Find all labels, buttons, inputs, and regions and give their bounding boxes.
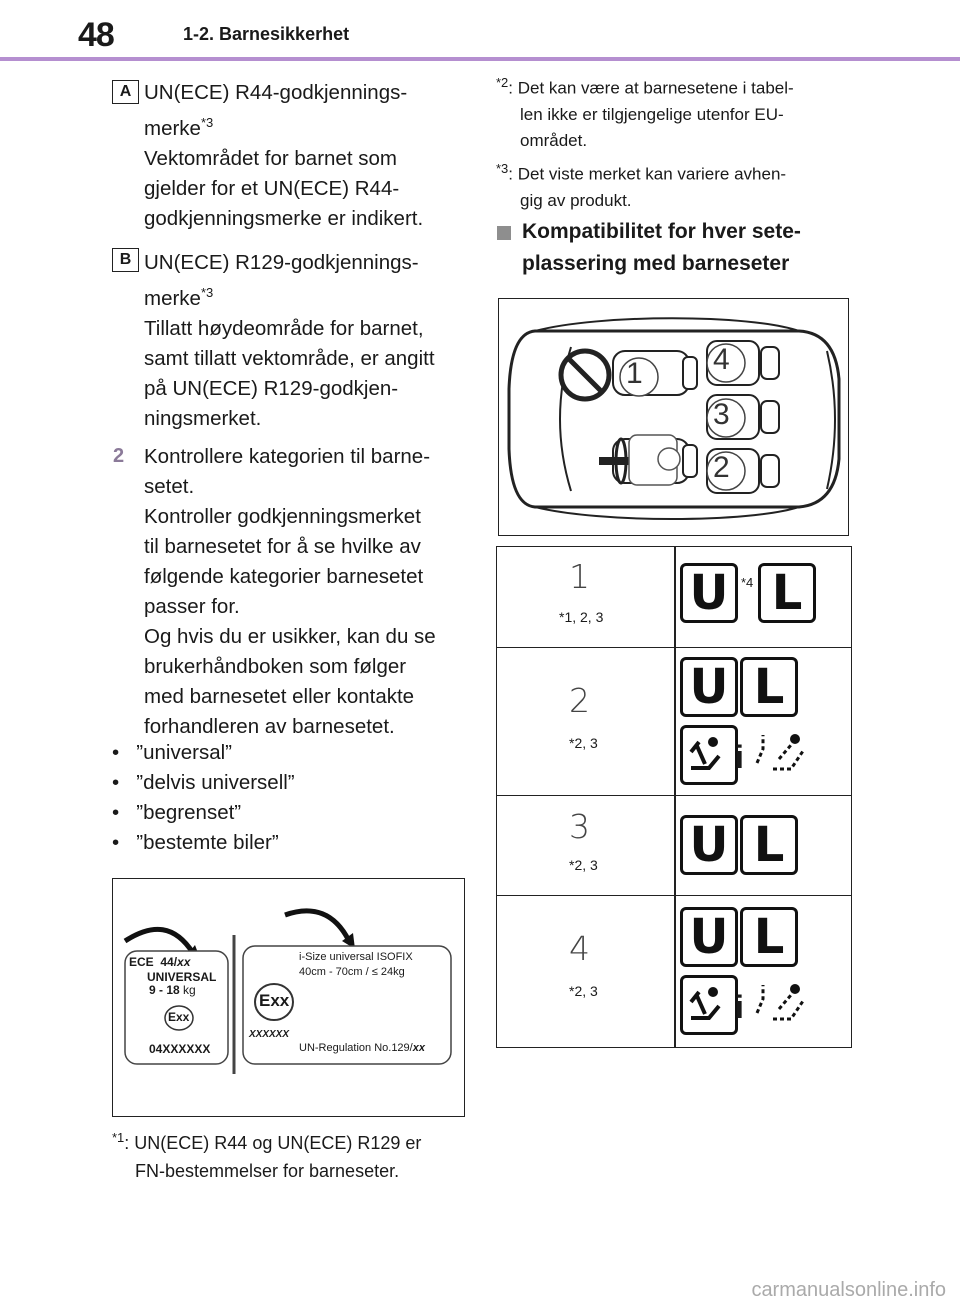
- bullet-list: [112, 738, 295, 858]
- headrest: [683, 445, 697, 477]
- heading-bullet-square: [497, 226, 511, 240]
- label-a-text: [144, 78, 423, 234]
- footnote-ref: *3: [200, 115, 214, 130]
- r129-e-mark: Exx: [259, 991, 290, 1010]
- list-item: [112, 828, 295, 858]
- child-head-icon: [790, 734, 800, 744]
- forward-seat-drawing: [683, 978, 735, 1032]
- section-heading-line1: Kompatibilitet for hver sete-: [522, 220, 801, 243]
- footnote-2-text: : Det kan være at barnesetene i tabel-: [508, 78, 794, 98]
- table-footnote-ref: *4: [741, 575, 754, 590]
- r44-code: 04XXXXXX: [149, 1042, 211, 1056]
- seat-note: *1, 2, 3: [559, 609, 604, 625]
- seat-number: 4: [569, 929, 590, 968]
- footnote-3-line1: [496, 156, 786, 188]
- l-symbol: L: [758, 563, 816, 623]
- step-line: forhandleren av barnesetet.: [144, 715, 395, 738]
- label-a-line4: gjelder for et UN(ECE) R44-: [144, 176, 400, 200]
- diagram-seat-2: 2: [713, 451, 730, 484]
- r44-unit: kg: [183, 983, 196, 997]
- r44-xx: xx: [177, 955, 191, 969]
- r129-xx: xx: [412, 1042, 425, 1054]
- chapter-title: 1-2. Barnesikkerhet: [183, 24, 350, 44]
- u-symbol: U: [680, 907, 738, 967]
- page-number: 48: [78, 16, 114, 54]
- step-number: 2: [113, 445, 125, 467]
- l-symbol: L: [740, 907, 798, 967]
- step-line: følgende kategorier barnesetet: [144, 565, 424, 588]
- child-head-icon: [708, 987, 718, 997]
- label-a-line2-text: merke: [144, 116, 201, 140]
- footnote-2-line1: [496, 70, 794, 102]
- bullet-dot: •: [112, 741, 120, 764]
- r44-regulation: 44/: [160, 955, 178, 969]
- driver-head: [658, 448, 680, 470]
- header-divider: [0, 57, 960, 61]
- approval-labels-figure: [112, 878, 465, 1117]
- r129-regulation: [299, 1042, 425, 1054]
- table-row: [497, 795, 851, 896]
- r129-regulation-text: UN-Regulation No.129/: [299, 1042, 413, 1054]
- list-item: [112, 798, 295, 828]
- seat-note: *2, 3: [569, 983, 598, 999]
- arrow-icon: [285, 911, 349, 941]
- r44-line3: [149, 983, 196, 997]
- label-b-line5: på UN(ECE) R129-godkjen-: [144, 376, 399, 400]
- r44-ece: ECE: [129, 955, 154, 969]
- list-item: [112, 738, 295, 768]
- table-row: [497, 547, 851, 648]
- headrest: [761, 347, 779, 379]
- forward-facing-seat-icon: [680, 725, 738, 785]
- step-line: setet.: [144, 475, 195, 498]
- label-b-line6: ningsmerket.: [144, 406, 262, 430]
- diagram-seat-3: 3: [713, 398, 730, 431]
- step-line: Kontroller godkjenningsmerket: [144, 505, 421, 528]
- headrest: [761, 401, 779, 433]
- footnote-1: [112, 1124, 421, 1185]
- car-top-line: [535, 318, 799, 331]
- rear-seat-drawing: [751, 727, 811, 779]
- l-symbol: L: [740, 815, 798, 875]
- label-b-marker: B: [112, 248, 139, 272]
- footnote-1-line2: FN-bestemmelser for barneseter.: [135, 1161, 400, 1181]
- isofix-anchor-icon: i: [735, 739, 744, 775]
- step-line: Og hvis du er usikker, kan du se: [144, 625, 436, 648]
- r44-line1: [129, 955, 190, 969]
- bullet-text: ”begrenset”: [136, 801, 242, 824]
- watermark: carmanualsonline.info: [751, 1279, 946, 1301]
- child-head-icon: [790, 984, 800, 994]
- footnote-2-line3: området.: [520, 130, 588, 150]
- u-symbol: U: [680, 657, 738, 717]
- footnote-mark: *2: [496, 75, 509, 90]
- seat-number: 2: [569, 681, 590, 720]
- seat-note: *2, 3: [569, 735, 598, 751]
- bullet-text: ”delvis universell”: [136, 771, 295, 794]
- label-a-marker: A: [112, 80, 139, 104]
- footnote-mark: *1: [112, 1130, 125, 1145]
- arrow-icon: [125, 929, 193, 953]
- label-b-line4: samt tillatt vektområde, er angitt: [144, 346, 435, 370]
- r129-code: XXXXXX: [249, 1029, 290, 1040]
- r44-line2: UNIVERSAL: [147, 970, 217, 984]
- seat-number: 1: [569, 557, 590, 596]
- seat-number: 3: [569, 807, 590, 846]
- step-line: med barnesetet eller kontakte: [144, 685, 415, 708]
- r44-e-mark: Exx: [168, 1010, 190, 1024]
- diagram-seat-4: 4: [713, 343, 730, 376]
- r129-line1: i-Size universal ISOFIX: [299, 951, 413, 963]
- bullet-dot: •: [112, 801, 120, 824]
- bullet-dot: •: [112, 771, 120, 794]
- car-seating-diagram: [498, 298, 849, 536]
- step-line: Kontrollere kategorien til barne-: [144, 445, 431, 468]
- footnote-ref: *3: [200, 285, 214, 300]
- table-row: [497, 647, 851, 796]
- bullet-text: ”universal”: [136, 741, 232, 764]
- bullet-text: ”bestemte biler”: [136, 831, 279, 854]
- step-line: passer for.: [144, 595, 240, 618]
- headrest: [683, 357, 697, 389]
- r129-line2: 40cm - 70cm / ≤ 24kg: [299, 966, 405, 978]
- label-b-line2-text: merke: [144, 286, 201, 310]
- list-item: [112, 768, 295, 798]
- rear-seat-drawing: [751, 977, 811, 1029]
- footnote-1-text: : UN(ECE) R44 og UN(ECE) R129 er: [124, 1133, 422, 1153]
- u-symbol: U: [680, 563, 738, 623]
- footnote-3-text: : Det viste merket kan variere avhen-: [508, 164, 787, 184]
- footnote-3-line2: gig av produkt.: [520, 190, 632, 210]
- isofix-anchor-icon: i: [735, 989, 744, 1025]
- seat-note: *2, 3: [569, 857, 598, 873]
- footnote-2-line2: len ikke er tilgjengelige utenfor EU-: [520, 104, 784, 124]
- label-a-line2: [144, 108, 423, 144]
- forward-seat-drawing: [683, 728, 735, 782]
- table-row: [497, 895, 851, 1047]
- rear-facing-seat-icon: [751, 727, 811, 779]
- section-heading-line2: plassering med barneseter: [522, 252, 790, 275]
- label-b-line2: [144, 278, 435, 314]
- footnote-1-line1: [112, 1124, 421, 1157]
- car-bottom-line: [535, 507, 799, 519]
- rear-facing-seat-icon: [751, 977, 811, 1029]
- step-text: [144, 442, 436, 742]
- bullet-dot: •: [112, 831, 120, 854]
- headrest: [761, 455, 779, 487]
- footnote-3: [496, 156, 786, 214]
- forward-facing-seat-icon: [680, 975, 738, 1035]
- label-b-line1: UN(ECE) R129-godkjennings-: [144, 251, 419, 274]
- section-heading: [522, 216, 801, 280]
- step-line: brukerhåndboken som følger: [144, 655, 407, 678]
- footnote-mark: *3: [496, 161, 509, 176]
- label-a-line1: UN(ECE) R44-godkjennings-: [144, 81, 408, 104]
- u-symbol: U: [680, 815, 738, 875]
- label-b-line3: Tillatt høydeområde for barnet,: [144, 316, 424, 340]
- label-a-line5: godkjenningsmerke er indikert.: [144, 206, 424, 230]
- diagram-seat-1: 1: [626, 357, 643, 390]
- car-top-view-icon: [499, 299, 848, 535]
- child-head-icon: [708, 737, 718, 747]
- label-b-text: [144, 248, 435, 434]
- compatibility-table: [496, 546, 852, 1048]
- label-a-line3: Vektområdet for barnet som: [144, 146, 397, 170]
- footnote-2: [496, 70, 794, 154]
- step-line: til barnesetet for å se hvilke av: [144, 535, 421, 558]
- l-symbol: L: [740, 657, 798, 717]
- r44-weight: 9 - 18: [149, 983, 180, 997]
